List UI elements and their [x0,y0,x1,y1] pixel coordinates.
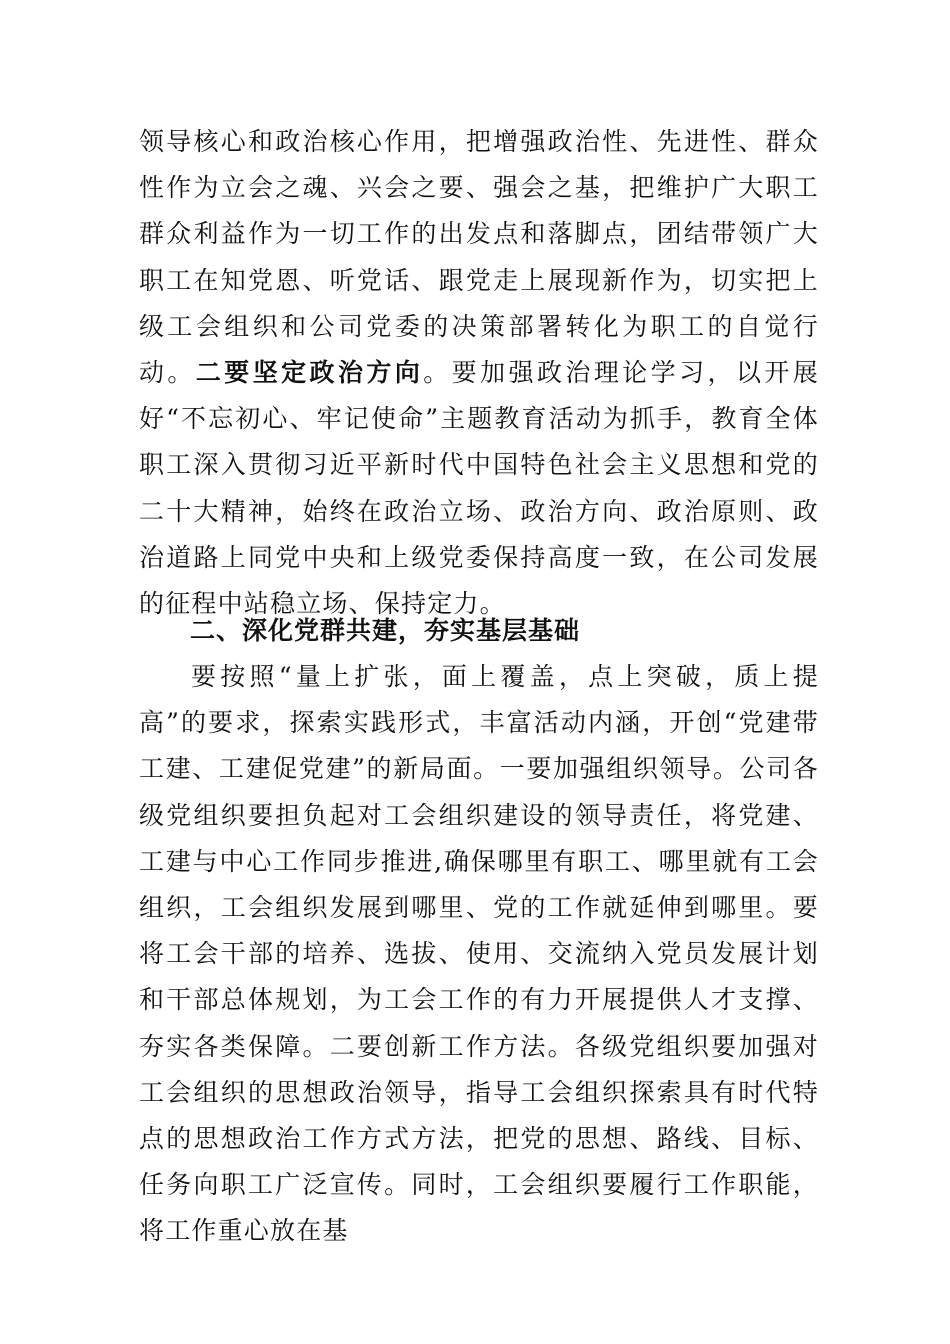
body-paragraph-2: 要按照“量上扩张，面上覆盖，点上突破，质上提高”的要求，探索实践形式，丰富活动内涵，开创“党建带工建、工建促党建”的新局面。一要加强组织领导。公司各级党组织要担负起对工会组织建设的领导责任，将党建、工建与中心工作同步推进,确保哪里有职工、哪里就有工会组织，工会组织发展到哪里、党的工作就延伸到哪里。要将工会干部的培养、选拔、使用、交流纳入党员发展计划和干部总体规划，为工会工作的有力开展提供人才支撑、夯实各类保障。二要创新工作方法。各级党组织要加强对工会组织的思想政治领导，指导工会组织探索具有时代特点的思想政治工作方式方法，把党的思想、路线、目标、任务向职工广泛宣传。同时，工会组织要履行工作职能，将工作重心放在基 [139,662,819,1246]
paragraph-1-text-run-2: 。要加强政治理论学习，以开展好“不忘初心、牢记使命”主题教育活动为抓手，教育全体职工深入贯彻习近平新时代中国特色社会主义思想和党的二十大精神，始终在政治立场、政治方向、政治原则、政治道路上同党中央和上级党委保持高度一致，在公司发展的征程中站稳立场、保持定力。 [139,358,819,619]
body-paragraph-1 [139,119,819,627]
paragraph-1-text-run: 领导核心和政治核心作用，把增强政治性、先进性、群众性作为立会之魂、兴会之要、强会之基，把维护广大职工群众利益作为一切工作的出发点和落脚点，团结带领广大职工在知党恩、听党话、跟党走上展现新作为，切实把上级工会组织和公司党委的决策部署转化为职工的自觉行动。 [139,127,819,388]
paragraph-1-bold-run: 二要坚定政治方向 [195,358,424,388]
section-heading: 二、深化党群共建，夯实基层基础 [190,616,581,645]
